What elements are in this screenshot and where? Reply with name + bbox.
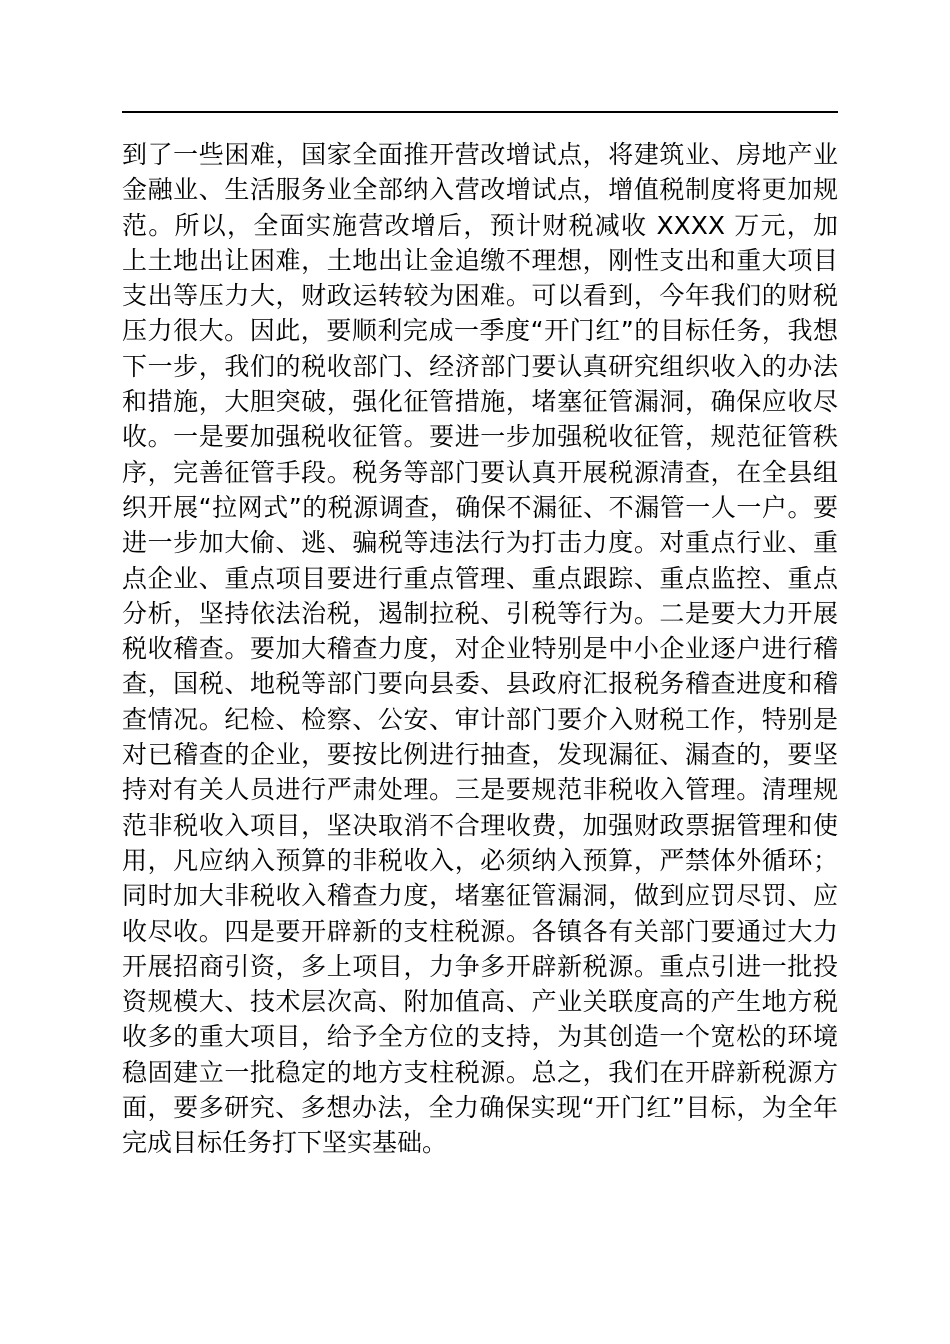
text-line: 范非税收入项目，坚决取消不合理收费，加强财政票据管理和使	[122, 810, 838, 840]
text-line: 到了一些困难，国家全面推开营改增试点，将建筑业、房地产业	[122, 140, 838, 169]
text-line: 税收稽查。要加大稽查力度，对企业特别是中小企业逐户进行稽	[122, 634, 838, 664]
text-line: 查情况。纪检、检察、公安、审计部门要介入财税工作，特别是	[122, 704, 838, 734]
text-line: 织开展“拉网式”的税源调查，确保不漏征、不漏管一人一户。要	[122, 492, 838, 522]
text-line: 资规模大、技术层次高、附加值高、产业关联度高的产生地方税	[122, 987, 838, 1017]
body-paragraph	[122, 137, 838, 1161]
text-line: 同时加大非税收入稽查力度，堵塞征管漏洞，做到应罚尽罚、应	[122, 881, 838, 911]
text-line: 支出等压力大，财政运转较为困难。可以看到，今年我们的财税	[122, 281, 838, 311]
text-line: 收多的重大项目，给予全方位的支持，为其创造一个宽松的环境	[122, 1022, 838, 1052]
text-line: 下一步，我们的税收部门、经济部门要认真研究组织收入的办法	[122, 351, 838, 381]
text-line: 完成目标任务打下坚实基础。	[122, 1128, 448, 1158]
text-line: 分析，坚持依法治税，遏制拉税、引税等行为。二是要大力开展	[122, 598, 838, 628]
text-line: 和措施，大胆突破，强化征管措施，堵塞征管漏洞，确保应收尽	[122, 387, 838, 417]
text-line: 面，要多研究、多想办法，全力确保实现“开门红”目标，为全年	[122, 1093, 838, 1123]
text-line: 持对有关人员进行严肃处理。三是要规范非税收入管理。清理规	[122, 775, 838, 805]
text-line: 查，国税、地税等部门要向县委、县政府汇报税务稽查进度和稽	[122, 669, 838, 699]
text-line: 稳固建立一批稳定的地方支柱税源。总之，我们在开辟新税源方	[122, 1057, 838, 1087]
text-line: 开展招商引资，多上项目，力争多开辟新税源。重点引进一批投	[122, 951, 838, 981]
text-line: 压力很大。因此，要顺利完成一季度“开门红”的目标任务，我想	[122, 316, 838, 346]
text-line: 上土地出让困难，土地出让金追缴不理想，刚性支出和重大项目	[122, 245, 838, 275]
text-line: 金融业、生活服务业全部纳入营改增试点，增值税制度将更加规	[122, 175, 838, 205]
text-line: 用，凡应纳入预算的非税收入，必须纳入预算，严禁体外循环；	[122, 845, 838, 875]
text-line: 收。一是要加强税收征管。要进一步加强税收征管，规范征管秩	[122, 422, 838, 452]
text-line: 点企业、重点项目要进行重点管理、重点跟踪、重点监控、重点	[122, 563, 838, 593]
header-rule	[122, 111, 838, 113]
text-line: 收尽收。四是要开辟新的支柱税源。各镇各有关部门要通过大力	[122, 916, 838, 946]
text-line: 范。所以，全面实施营改增后，预计财税减收 XXXX 万元，加	[122, 210, 838, 240]
text-line: 进一步加大偷、逃、骗税等违法行为打击力度。对重点行业、重	[122, 528, 838, 558]
text-line: 序，完善征管手段。税务等部门要认真开展税源清查，在全县组	[122, 457, 838, 487]
text-line: 对已稽查的企业，要按比例进行抽查，发现漏征、漏查的，要坚	[122, 740, 838, 770]
